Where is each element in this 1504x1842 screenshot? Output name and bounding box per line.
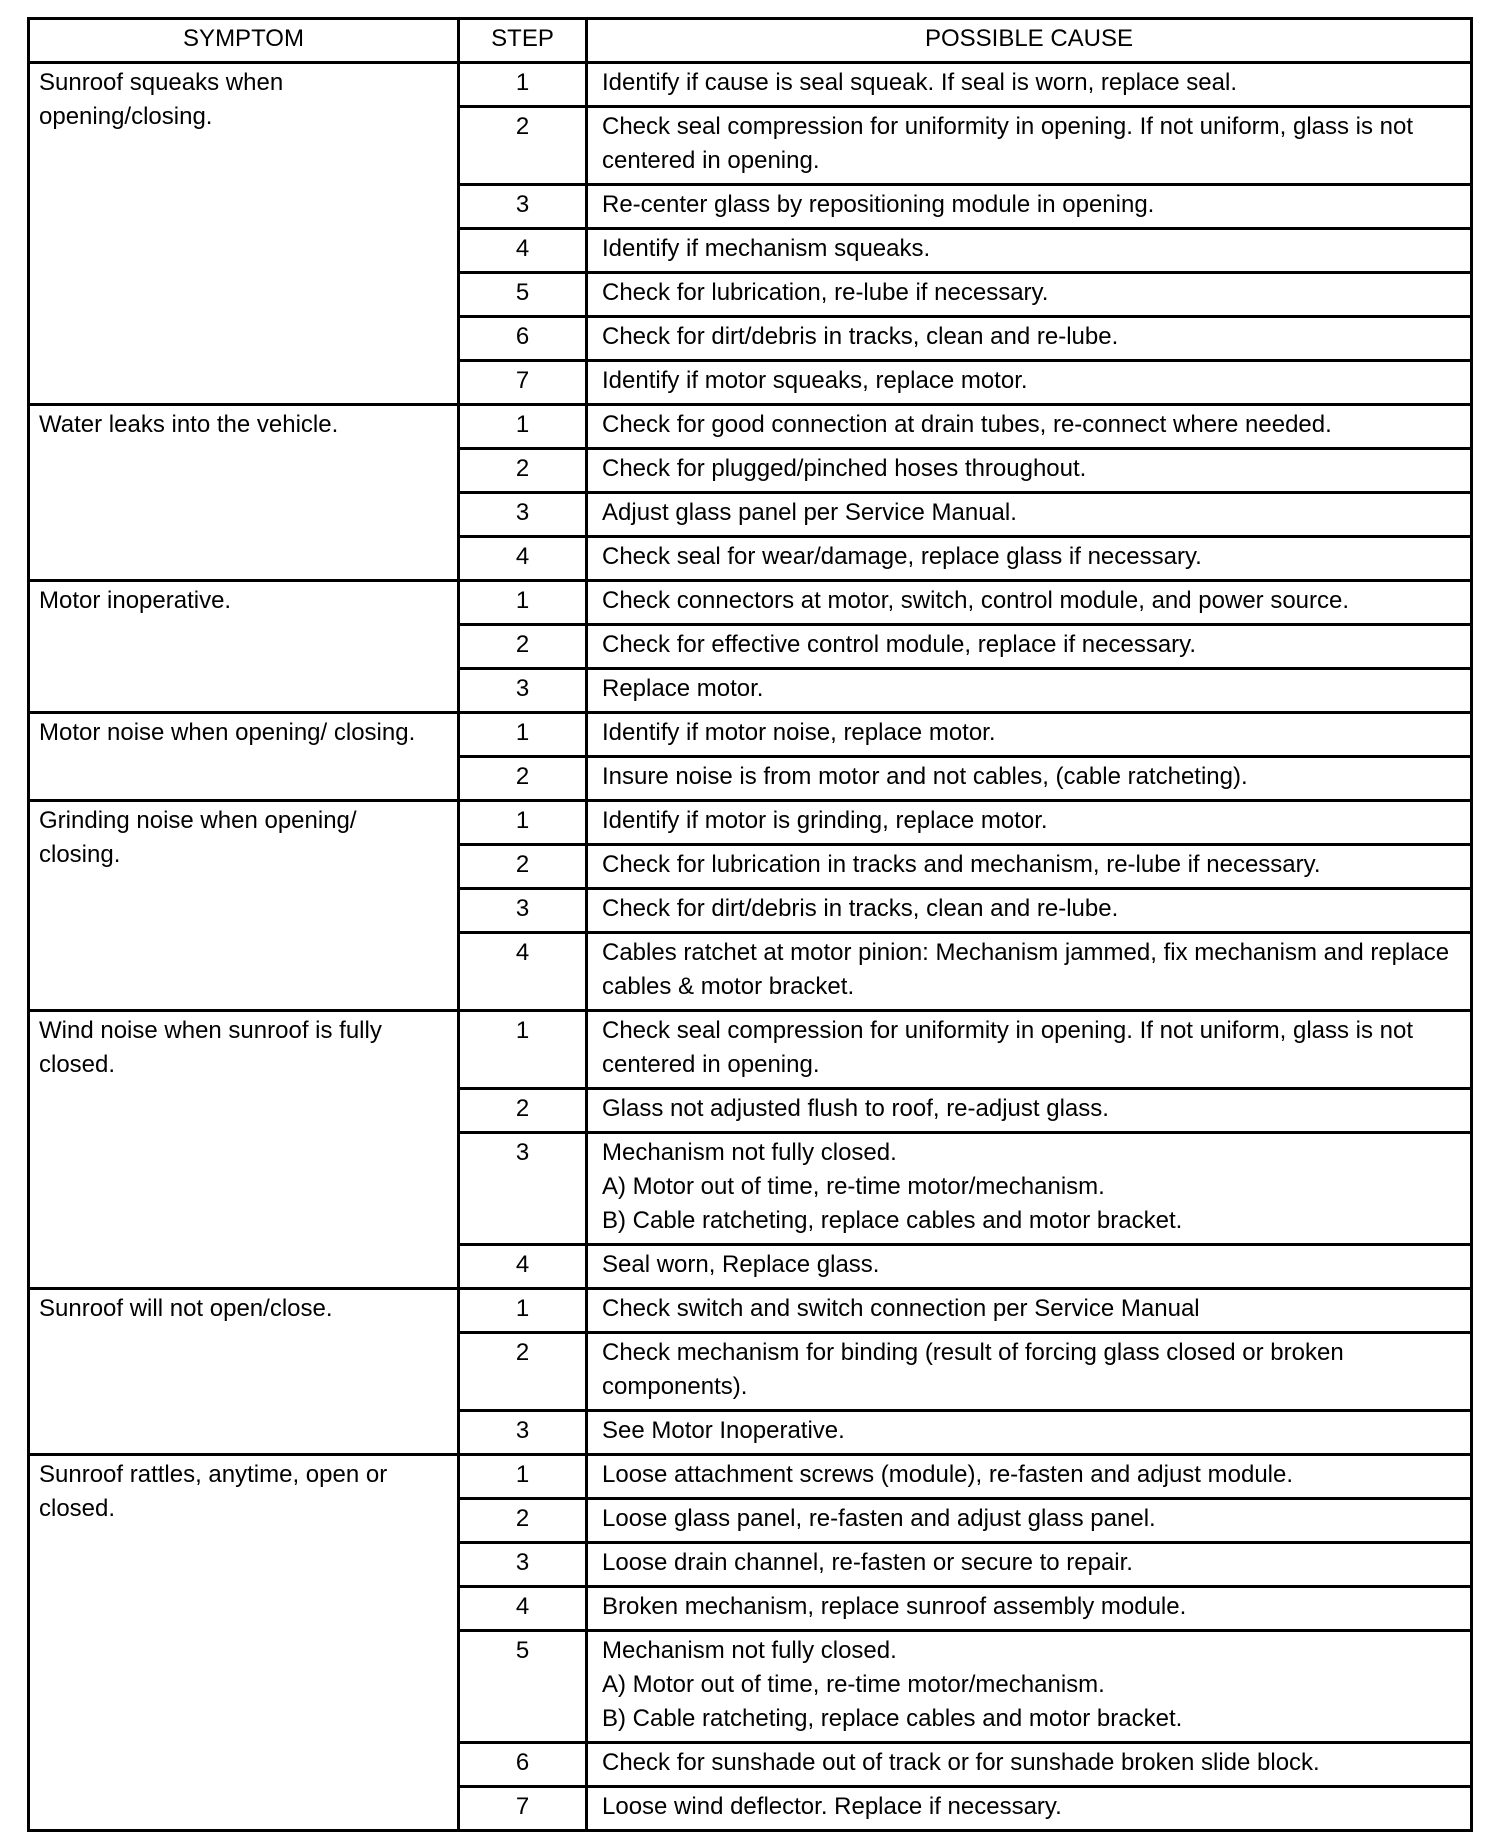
cause-cell	[587, 1289, 1472, 1333]
step-cell: 2	[459, 625, 587, 669]
cause-line: Mechanism not fully closed.	[602, 1637, 897, 1664]
step-cell: 2	[459, 449, 587, 493]
cause-line: Broken mechanism, replace sunroof assembly module.	[602, 1593, 1187, 1620]
cause-line: Identify if mechanism squeaks.	[602, 235, 931, 262]
step-cell: 2	[459, 1333, 587, 1411]
cause-cell	[587, 449, 1472, 493]
cause-line: Check for good connection at drain tubes, re-connect where needed.	[602, 411, 1332, 438]
cause-line: B) Cable ratcheting, replace cables and motor bracket.	[602, 1705, 1183, 1732]
cause-cell	[587, 1089, 1472, 1133]
cause-line: Loose attachment screws (module), re-fasten and adjust module.	[602, 1461, 1294, 1488]
cause-line: Check connectors at motor, switch, control module, and power source.	[602, 587, 1350, 614]
cause-cell	[587, 757, 1472, 801]
symptom-cell: Sunroof rattles, anytime, open or closed.	[29, 1455, 459, 1831]
table-row	[29, 405, 1472, 449]
header-step: STEP	[459, 19, 587, 63]
step-cell: 3	[459, 889, 587, 933]
step-cell: 1	[459, 713, 587, 757]
cause-line: Check mechanism for binding (result of forcing glass closed or broken components).	[602, 1339, 1344, 1400]
cause-cell	[587, 1133, 1472, 1245]
cause-line: Check seal compression for uniformity in opening. If not uniform, glass is not centered in opening.	[602, 113, 1414, 174]
cause-line: Identify if cause is seal squeak. If seal is worn, replace seal.	[602, 69, 1237, 96]
cause-cell	[587, 933, 1472, 1011]
step-cell: 2	[459, 757, 587, 801]
table-row	[29, 63, 1472, 107]
cause-line: Identify if motor noise, replace motor.	[602, 719, 996, 746]
cause-cell	[587, 493, 1472, 537]
table-body	[29, 63, 1472, 1831]
table-row	[29, 1289, 1472, 1333]
step-cell: 4	[459, 537, 587, 581]
header-row	[29, 19, 1472, 63]
step-cell: 1	[459, 581, 587, 625]
step-cell: 3	[459, 1543, 587, 1587]
cause-line: Identify if motor is grinding, replace motor.	[602, 807, 1048, 834]
cause-cell	[587, 1245, 1472, 1289]
symptom-cell: Water leaks into the vehicle.	[29, 405, 459, 581]
cause-line: Check for plugged/pinched hoses throughout.	[602, 455, 1087, 482]
step-cell: 2	[459, 845, 587, 889]
cause-cell	[587, 63, 1472, 107]
cause-line: Mechanism not fully closed.	[602, 1139, 897, 1166]
cause-line: Loose wind deflector. Replace if necessary.	[602, 1793, 1062, 1820]
cause-cell	[587, 1587, 1472, 1631]
cause-line: Insure noise is from motor and not cables, (cable ratcheting).	[602, 763, 1248, 790]
cause-cell	[587, 889, 1472, 933]
step-cell: 5	[459, 1631, 587, 1743]
step-cell: 1	[459, 405, 587, 449]
cause-line: Adjust glass panel per Service Manual.	[602, 499, 1017, 526]
cause-line: Check for effective control module, replace if necessary.	[602, 631, 1197, 658]
step-cell: 1	[459, 801, 587, 845]
step-cell: 4	[459, 229, 587, 273]
cause-cell	[587, 845, 1472, 889]
cause-cell	[587, 361, 1472, 405]
cause-line: Check seal for wear/damage, replace glass if necessary.	[602, 543, 1202, 570]
cause-cell	[587, 1411, 1472, 1455]
cause-line: Cables ratchet at motor pinion: Mechanism jammed, fix mechanism and replace cables & motor bracket.	[602, 939, 1450, 1000]
symptom-cell: Sunroof squeaks when opening/closing.	[29, 63, 459, 405]
table-row	[29, 581, 1472, 625]
step-cell: 2	[459, 1089, 587, 1133]
step-cell: 1	[459, 1289, 587, 1333]
step-cell: 7	[459, 361, 587, 405]
cause-line: A) Motor out of time, re-time motor/mechanism.	[602, 1671, 1105, 1698]
table-row	[29, 1455, 1472, 1499]
cause-line: Check switch and switch connection per Service Manual	[602, 1295, 1200, 1322]
symptom-cell: Motor noise when opening/ closing.	[29, 713, 459, 801]
cause-cell	[587, 185, 1472, 229]
table-row	[29, 801, 1472, 845]
cause-cell	[587, 1333, 1472, 1411]
troubleshooting-table	[27, 17, 1473, 1832]
cause-cell	[587, 1543, 1472, 1587]
step-cell: 3	[459, 1133, 587, 1245]
step-cell: 3	[459, 669, 587, 713]
cause-line: A) Motor out of time, re-time motor/mechanism.	[602, 1173, 1105, 1200]
cause-cell	[587, 273, 1472, 317]
step-cell: 1	[459, 1011, 587, 1089]
cause-cell	[587, 801, 1472, 845]
cause-line: Check seal compression for uniformity in opening. If not uniform, glass is not centered in opening.	[602, 1017, 1414, 1078]
cause-cell	[587, 1011, 1472, 1089]
cause-cell	[587, 405, 1472, 449]
step-cell: 7	[459, 1787, 587, 1831]
step-cell: 2	[459, 107, 587, 185]
cause-cell	[587, 537, 1472, 581]
symptom-cell: Sunroof will not open/close.	[29, 1289, 459, 1455]
step-cell: 3	[459, 185, 587, 229]
symptom-cell: Motor inoperative.	[29, 581, 459, 713]
cause-line: Loose glass panel, re-fasten and adjust glass panel.	[602, 1505, 1156, 1532]
cause-cell	[587, 1787, 1472, 1831]
cause-cell	[587, 713, 1472, 757]
table-row	[29, 713, 1472, 757]
cause-line: Check for dirt/debris in tracks, clean and re-lube.	[602, 323, 1119, 350]
step-cell: 6	[459, 317, 587, 361]
symptom-cell: Wind noise when sunroof is fully closed.	[29, 1011, 459, 1289]
step-cell: 3	[459, 493, 587, 537]
symptom-cell: Grinding noise when opening/ closing.	[29, 801, 459, 1011]
step-cell: 6	[459, 1743, 587, 1787]
cause-line: Loose drain channel, re-fasten or secure to repair.	[602, 1549, 1133, 1576]
step-cell: 1	[459, 1455, 587, 1499]
cause-cell	[587, 1455, 1472, 1499]
step-cell: 3	[459, 1411, 587, 1455]
step-cell: 4	[459, 933, 587, 1011]
cause-line: Replace motor.	[602, 675, 764, 702]
cause-cell	[587, 1631, 1472, 1743]
cause-line: Check for lubrication, re-lube if necessary.	[602, 279, 1049, 306]
cause-line: Glass not adjusted flush to roof, re-adjust glass.	[602, 1095, 1109, 1122]
table-row	[29, 1011, 1472, 1089]
step-cell: 2	[459, 1499, 587, 1543]
step-cell: 4	[459, 1245, 587, 1289]
cause-line: Seal worn, Replace glass.	[602, 1251, 880, 1278]
cause-line: Check for lubrication in tracks and mechanism, re-lube if necessary.	[602, 851, 1321, 878]
cause-line: Check for dirt/debris in tracks, clean and re-lube.	[602, 895, 1119, 922]
cause-line: Re-center glass by repositioning module in opening.	[602, 191, 1155, 218]
cause-cell	[587, 625, 1472, 669]
cause-cell	[587, 107, 1472, 185]
cause-cell	[587, 317, 1472, 361]
cause-cell	[587, 229, 1472, 273]
cause-cell	[587, 1499, 1472, 1543]
cause-line: Identify if motor squeaks, replace motor.	[602, 367, 1028, 394]
cause-cell	[587, 581, 1472, 625]
step-cell: 4	[459, 1587, 587, 1631]
step-cell: 1	[459, 63, 587, 107]
cause-cell	[587, 1743, 1472, 1787]
header-possible-cause: POSSIBLE CAUSE	[587, 19, 1472, 63]
step-cell: 5	[459, 273, 587, 317]
cause-line: B) Cable ratcheting, replace cables and motor bracket.	[602, 1207, 1183, 1234]
cause-line: Check for sunshade out of track or for sunshade broken slide block.	[602, 1749, 1320, 1776]
header-symptom: SYMPTOM	[29, 19, 459, 63]
cause-cell	[587, 669, 1472, 713]
cause-line: See Motor Inoperative.	[602, 1417, 845, 1444]
